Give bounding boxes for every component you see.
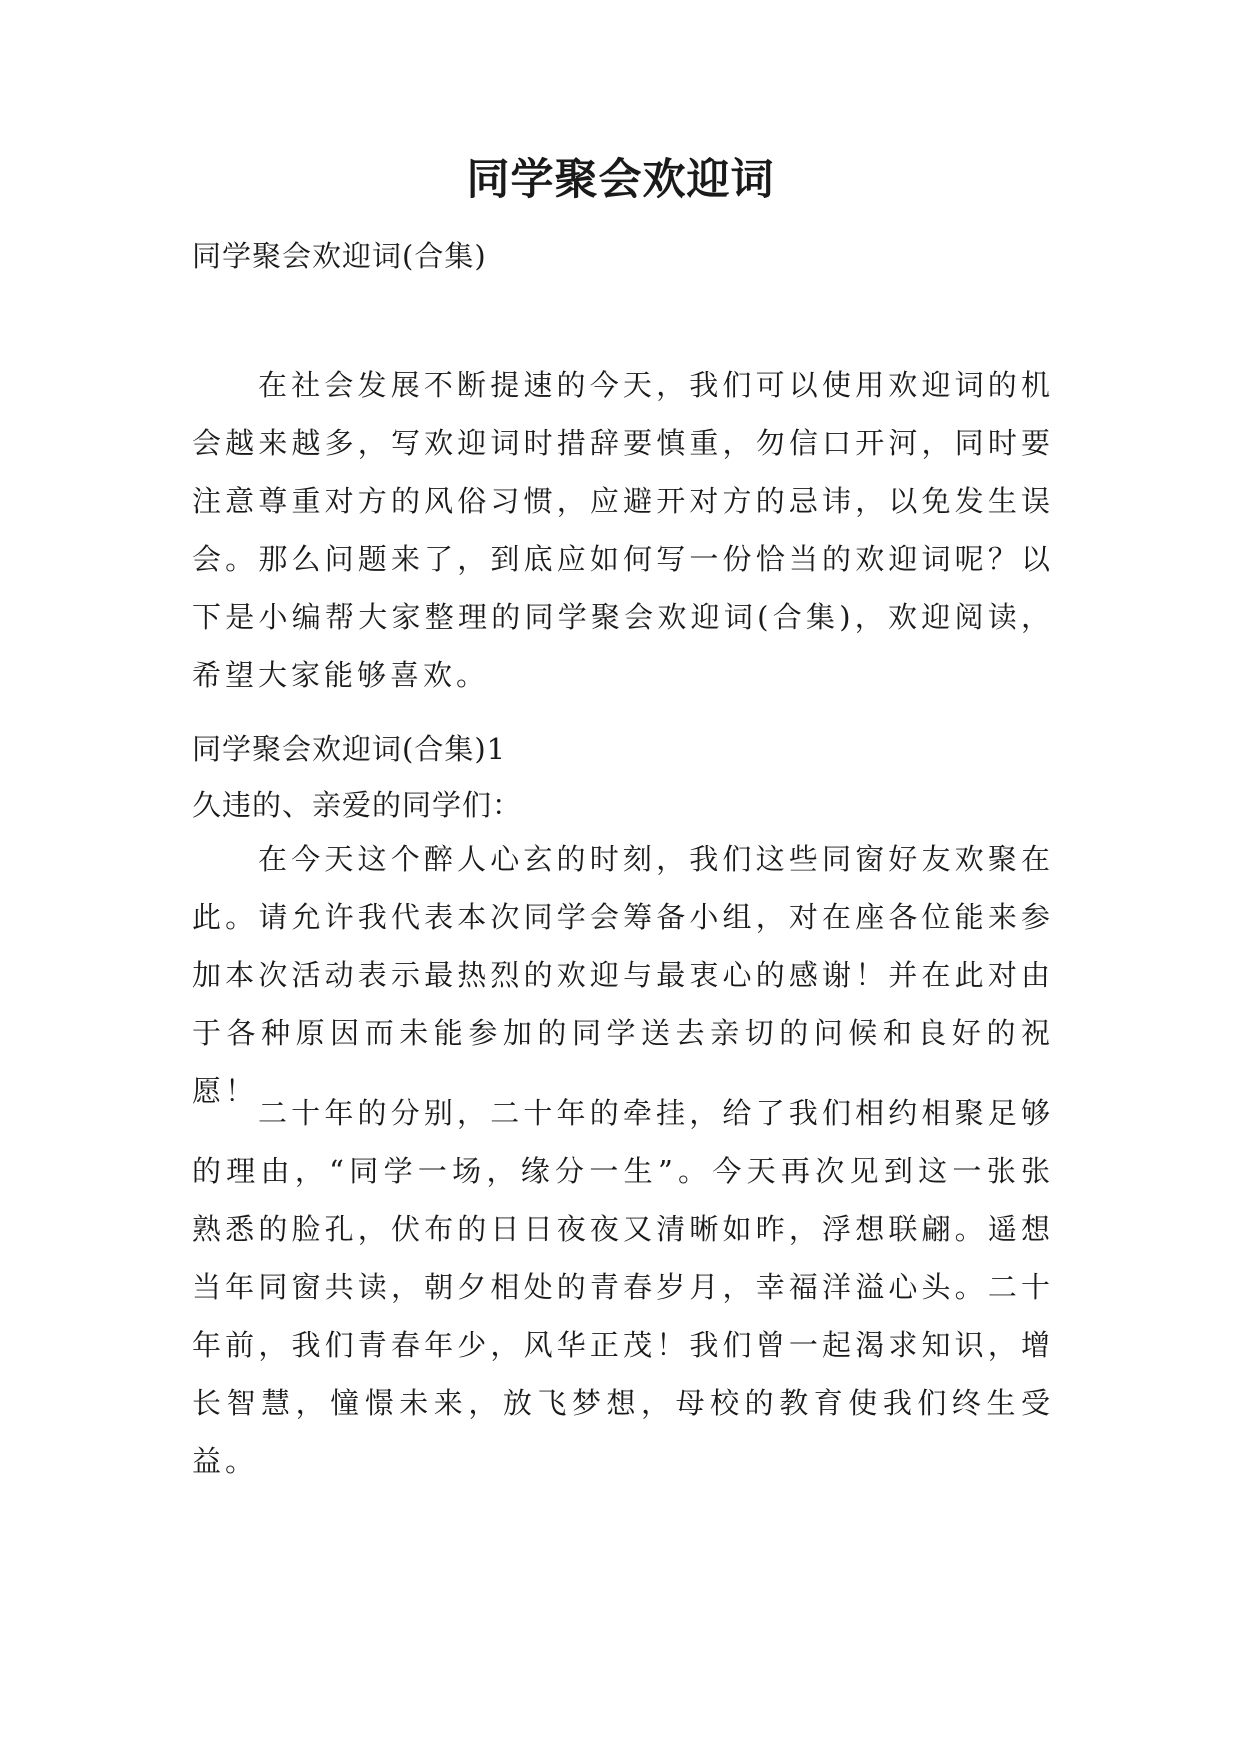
intro-paragraph: 在社会发展不断提速的今天，我们可以使用欢迎词的机会越来越多，写欢迎词时措辞要慎重，勿信口开河，同时要注意尊重对方的风俗习惯，应避开对方的忌讳，以免发生误会。那么问题来了，到底应如何写一份恰当的欢迎词呢？以下是小编帮大家整理的同学聚会欢迎词(合集)，欢迎阅读，希望大家能够喜欢。 — [192, 368, 1054, 692]
document-title: 同学聚会欢迎词 — [466, 155, 775, 205]
section-heading: 同学聚会欢迎词(合集)1 — [192, 732, 507, 766]
document-subtitle: 同学聚会欢迎词(合集) — [192, 239, 487, 273]
body-paragraph-1: 在今天这个醉人心玄的时刻，我们这些同窗好友欢聚在此。请允许我代表本次同学会筹备小组，对在座各位能来参加本次活动表示最热烈的欢迎与最衷心的感谢！并在此对由于各种原因而未能参加的同学送去亲切的问候和良好的祝愿！ — [192, 842, 1054, 1108]
salutation: 久违的、亲爱的同学们： — [192, 788, 523, 822]
body-paragraph-2: 二十年的分别，二十年的牵挂，给了我们相约相聚足够的理由，“同学一场，缘分一生”。今天再次见到这一张张熟悉的脸孔，伏布的日日夜夜又清晰如昨，浮想联翩。遥想当年同窗共读，朝夕相处的青春岁月，幸福洋溢心头。二十年前，我们青春年少，风华正茂！我们曾一起渴求知识，增长智慧，憧憬未来，放飞梦想，母校的教育使我们终生受益。 — [192, 1096, 1054, 1478]
